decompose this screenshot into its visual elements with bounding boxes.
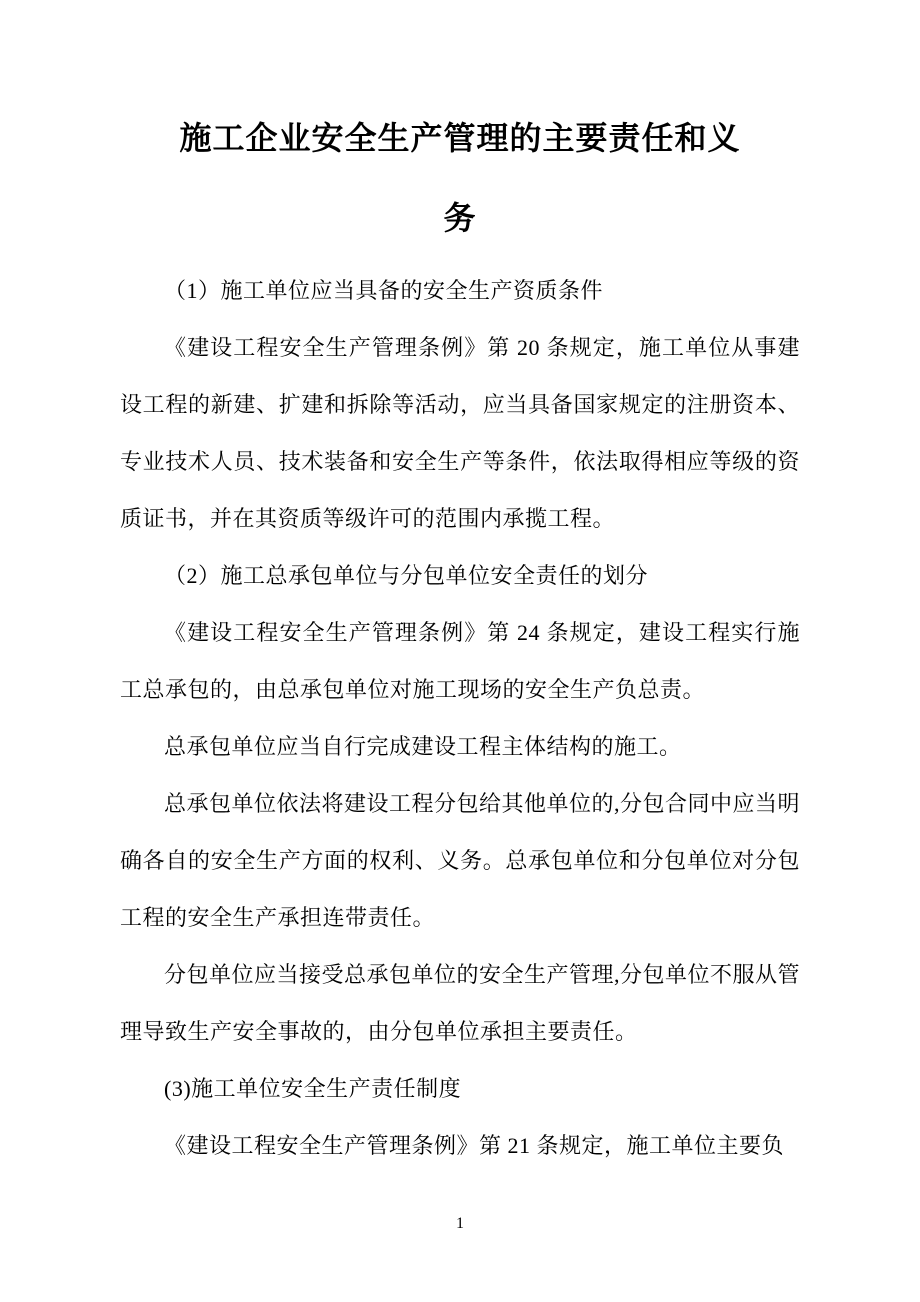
paragraph: 分包单位应当接受总承包单位的安全生产管理,分包单位不服从管理导致生产安全事故的，由分包单位承担主要责任。 — [120, 962, 801, 1044]
page-number: 1 — [456, 1215, 464, 1232]
paragraph: 《建设工程安全生产管理条例》第 24 条规定，建设工程实行施工总承包的，由总承包单位对施工现场的安全生产负总责。 — [120, 620, 800, 702]
paragraph: （2）施工总承包单位与分包单位安全责任的划分 — [164, 563, 649, 588]
paragraph: （1）施工单位应当具备的安全生产资质条件 — [164, 278, 604, 303]
paragraph: 总承包单位依法将建设工程分包给其他单位的,分包合同中应当明确各自的安全生产方面的权利、义务。总承包单位和分包单位对分包工程的安全生产承担连带责任。 — [120, 791, 801, 930]
paragraph: 《建设工程安全生产管理条例》第 21 条规定，施工单位主要负 — [164, 1133, 785, 1158]
paragraph: 《建设工程安全生产管理条例》第 20 条规定，施工单位从事建设工程的新建、扩建和拆除等活动，应当具备国家规定的注册资本、专业技术人员、技术装备和安全生产等条件，依法取得相应等级的资质证书，并在其资质等级许可的范围内承揽工程。 — [120, 335, 800, 531]
document-title: 施工企业安全生产管理的主要责任和义务 — [179, 120, 741, 236]
paragraph: 总承包单位应当自行完成建设工程主体结构的施工。 — [164, 734, 682, 759]
paragraph: (3)施工单位安全生产责任制度 — [164, 1076, 462, 1101]
